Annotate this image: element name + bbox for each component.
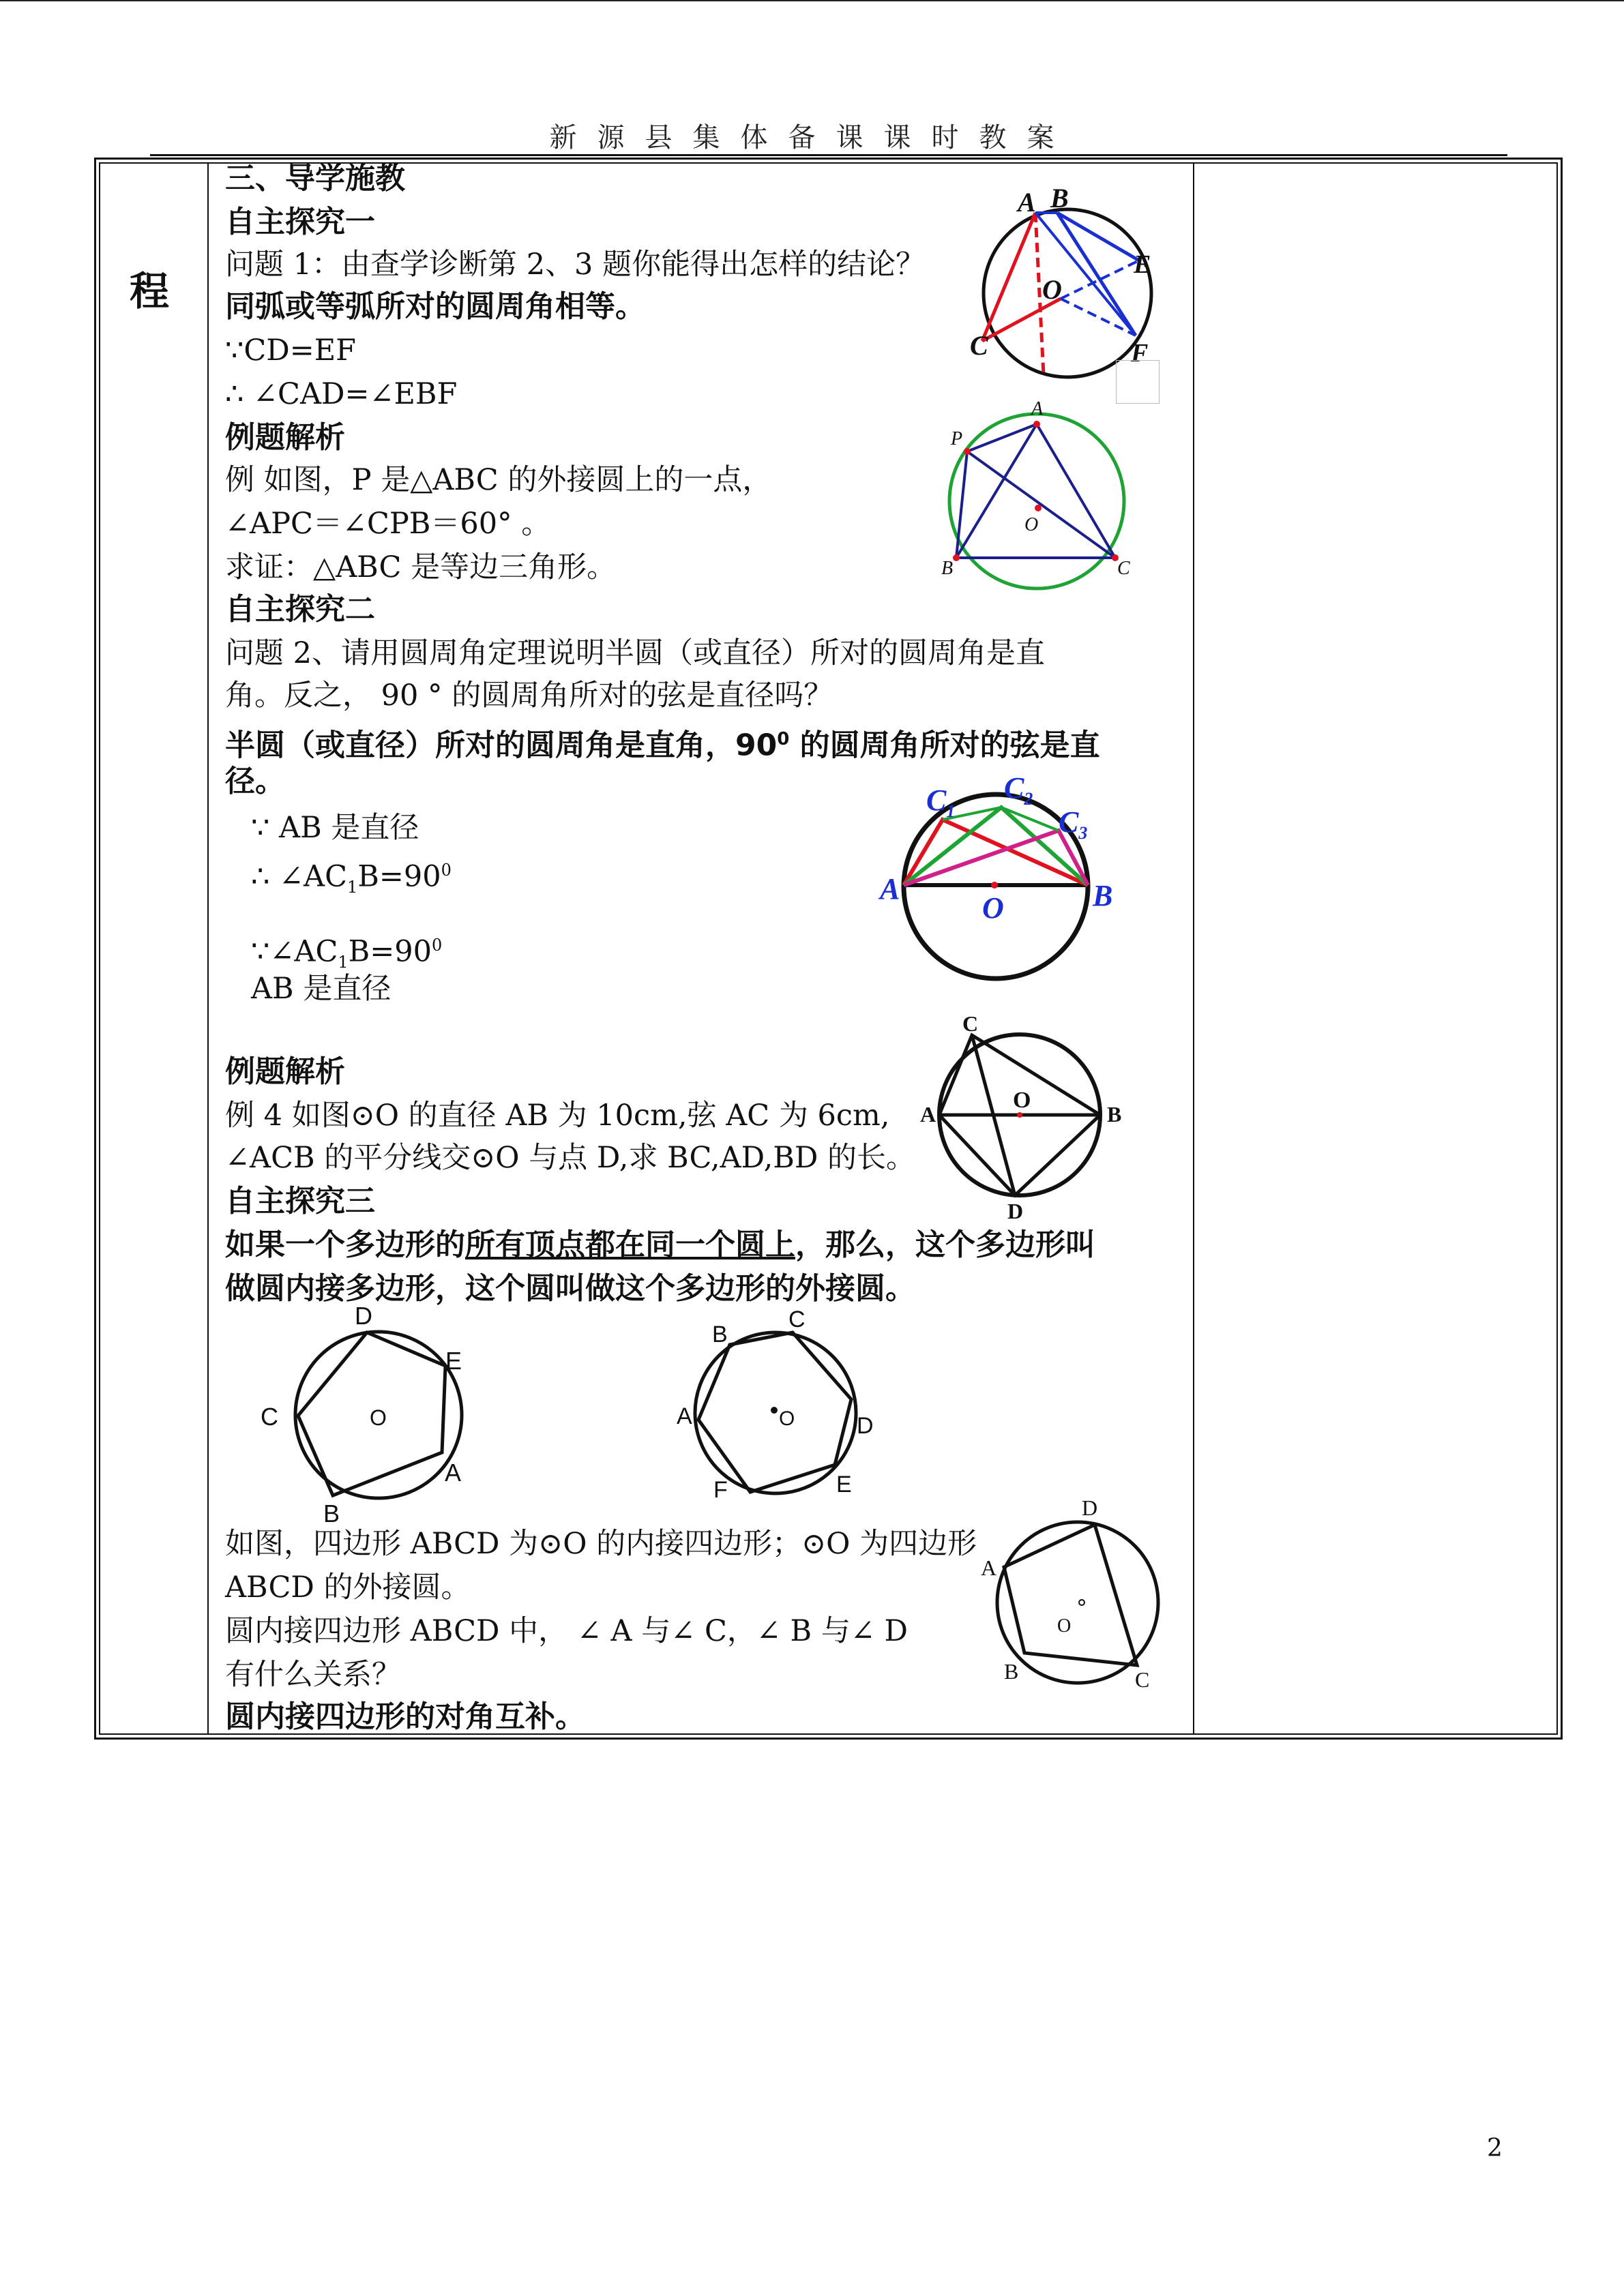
label-a: A [445, 1459, 462, 1487]
example1-line-a: 例 如图，P 是△ABC 的外接圆上的一点， [225, 463, 772, 497]
label-d: D [857, 1413, 874, 1439]
question1: 问题 1：由查学诊断第 2、3 题你能得出怎样的结论？ [225, 248, 926, 282]
page-number: 2 [1487, 2134, 1503, 2162]
figure-equilateral-proof [941, 396, 1146, 593]
header-rule [150, 154, 1507, 156]
label-c2: $C_2$ [1004, 771, 1033, 809]
label-e: E [836, 1472, 852, 1497]
center-dot [1079, 1600, 1084, 1605]
label-o: O [982, 891, 1004, 925]
label-f: F [713, 1477, 728, 1503]
explore2-title: 自主探究二 [225, 592, 375, 627]
figure-pentagon [252, 1302, 484, 1527]
example4-line-a: 例 4 如图⊙O 的直径 AB 为 10cm,弦 AC 为 6cm, [225, 1099, 890, 1133]
point-a [1033, 421, 1040, 428]
figure-hexagon [668, 1302, 894, 1527]
label-f: F [1131, 339, 1149, 368]
label-c: C [788, 1307, 806, 1332]
label-a: A [677, 1403, 692, 1429]
angle-adb [939, 1115, 1100, 1195]
example1-line-b: ∠APC＝∠CPB＝60° 。 [225, 507, 551, 541]
label-c: C [1135, 1667, 1150, 1692]
since-right-angle: $\because\angle AC_1B=90^0$ [251, 934, 443, 972]
label-c3: $C_3$ [1059, 805, 1088, 843]
label-o: O [1024, 514, 1039, 535]
conclusion1: 同弧或等弧所对的圆周角相等。 [225, 289, 645, 324]
label-b: B [323, 1500, 340, 1527]
example-title-2: 例题解析 [225, 1054, 345, 1089]
label-c: C [1117, 558, 1130, 579]
label-e: E [1134, 250, 1151, 279]
center-dot [991, 882, 998, 889]
example1-line-c: 求证：△ABC 是等边三角形。 [225, 550, 617, 584]
label-o: O [779, 1407, 795, 1430]
segment-co [982, 299, 1061, 341]
section-title: 三、导学施教 [225, 161, 405, 196]
point-p [964, 448, 971, 455]
label-o: O [1057, 1615, 1072, 1637]
label-b: B [1050, 183, 1069, 213]
figure-diameter-right-angle [880, 771, 1119, 982]
therefore-right-angle: ∴ $\angle AC_1B=90^0$ [251, 859, 452, 897]
label-a: A [880, 872, 900, 906]
question2-line-a: 问题 2、请用圆周角定理说明半圆（或直径）所对的圆周角是直 [225, 636, 1046, 670]
triangle-abc [956, 424, 1115, 558]
figure-quadrilateral [975, 1487, 1166, 1691]
label-b: B [1004, 1659, 1019, 1684]
left-label: 程 [130, 268, 170, 314]
label-c: C [970, 330, 988, 361]
question2-line-b: 角。反之， 90 ° 的圆周角所对的弦是直径吗？ [225, 679, 833, 713]
ab-is-diameter: AB 是直径 [251, 972, 392, 1006]
label-c1: $C_1$ [926, 784, 956, 821]
example-title-1: 例题解析 [225, 420, 345, 455]
example4-line-b: ∠ACB 的平分线交⊙O 与点 D,求 BC,AD,BD 的长。 [225, 1141, 915, 1175]
quad-conclusion: 圆内接四边形的对角互补。 [225, 1699, 585, 1734]
label-a: A [981, 1555, 997, 1580]
definition-line-a: 如果一个多边形的所有顶点都在同一个圆上，那么，这个多边形叫 [225, 1227, 1095, 1262]
label-p: P [951, 428, 963, 449]
label-a: A [1031, 398, 1044, 419]
explore3-title: 自主探究三 [225, 1184, 375, 1219]
label-c: C [261, 1403, 278, 1431]
label-b: B [1107, 1102, 1122, 1127]
since-cd-ef: ∵CD=EF [225, 333, 356, 368]
label-d: D [1082, 1495, 1098, 1520]
label-o: O [370, 1405, 387, 1430]
definition-line-b: 做圆内接多边形，这个圆叫做这个多边形的外接圆。 [225, 1271, 915, 1306]
since-ab-diameter: ∵ AB 是直径 [251, 811, 419, 845]
label-a: A [1018, 187, 1036, 218]
label-o: O [1042, 274, 1062, 305]
label-b: B [941, 558, 954, 579]
label-d: D [355, 1302, 372, 1330]
conclusion2-line-b: 径。 [225, 764, 285, 799]
quad-line-a: 如图，四边形 ABCD 为⊙O 的内接四边形；⊙O 为四边形 [225, 1527, 977, 1561]
therefore-angles: ∴ ∠CAD=∠EBF [225, 377, 458, 411]
quadrilateral [1004, 1525, 1137, 1665]
column-divider-1 [207, 162, 209, 1735]
label-e: E [445, 1347, 462, 1375]
top-border [0, 0, 1624, 1]
center-dot [771, 1407, 778, 1414]
label-a: A [920, 1102, 936, 1127]
label-b: B [1093, 879, 1113, 912]
conclusion2-line-a: 半圆（或直径）所对的圆周角是直角，$90^0$ 的圆周角所对的弦是直 [225, 728, 1100, 763]
point-b [953, 554, 960, 561]
quad-line-c: 圆内接四边形 ABCD 中， ∠ A 与∠ C，∠ B 与∠ D [225, 1614, 908, 1648]
point-o [1035, 505, 1042, 511]
label-c: C [962, 1011, 979, 1036]
circle [984, 209, 1151, 377]
figure-example4 [917, 1011, 1129, 1227]
explore1-title: 自主探究一 [225, 205, 375, 239]
label-d: D [1007, 1199, 1024, 1223]
quad-line-d: 有什么关系？ [225, 1658, 401, 1692]
quad-line-b: ABCD 的外接圆。 [225, 1570, 471, 1605]
center-dot [1017, 1112, 1022, 1118]
label-o: O [1013, 1088, 1031, 1113]
page-header: 新源县集体备课课时教案 [549, 122, 1075, 153]
column-divider-2 [1193, 162, 1194, 1735]
label-b: B [712, 1322, 728, 1347]
